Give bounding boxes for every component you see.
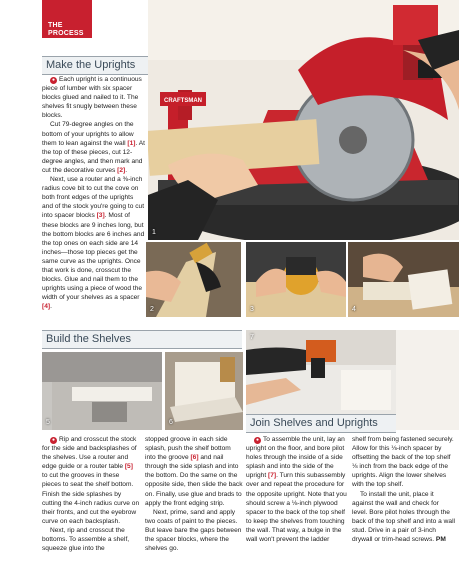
photo-number-6: 6 bbox=[169, 419, 173, 426]
photo-number-5: 5 bbox=[46, 419, 50, 426]
section-heading-shelves bbox=[42, 330, 242, 349]
join-text-col2 bbox=[352, 435, 455, 544]
ref-7: [7] bbox=[268, 472, 277, 480]
shelves-paragraph-1a: Rip and crosscut the stock for the side and backsplashes of the shelves. Use a router and edge guide or a router table bbox=[42, 436, 137, 471]
make-text-block bbox=[42, 75, 145, 311]
spacer-block-illustration bbox=[348, 242, 459, 317]
section-title-shelves: Build the Shelves bbox=[46, 333, 131, 345]
make-paragraph-2a: Cut 79-degree angles on the bottom of your uprights to allow them to lean against the wall bbox=[42, 121, 134, 147]
step-marker-icon: ● bbox=[51, 77, 56, 83]
tag-line1: THE bbox=[48, 22, 63, 29]
make-paragraph-2b: . At the top of these pieces, cut 12-degree angles, and then mark and cut the decorative curves bbox=[42, 139, 145, 174]
section-title-join: Join Shelves and Uprights bbox=[250, 417, 378, 429]
ref-4: [4] bbox=[42, 303, 51, 311]
process-tag bbox=[42, 0, 92, 38]
make-paragraph-3c: . bbox=[50, 303, 52, 311]
step-marker-icon: ● bbox=[51, 437, 56, 443]
section-heading-make bbox=[42, 56, 150, 75]
join-text-col1 bbox=[246, 435, 348, 544]
photo-number-4: 4 bbox=[352, 306, 356, 313]
photo-number-1: 1 bbox=[152, 229, 156, 236]
shelves-paragraph-3b: and nail through the side splash and into the bottom. Do the same on the opposite side, then slide the back on. Finally, use glue and brads to apply the front edging strip. bbox=[145, 454, 243, 507]
shelves-paragraph-3a: stopped groove in each side splash, push the shelf bottom into the groove bbox=[145, 436, 231, 462]
shelves-text-col2 bbox=[145, 435, 243, 553]
photo-number-2: 2 bbox=[150, 306, 154, 313]
section-title-make: Make the Uprights bbox=[46, 59, 136, 71]
step-marker-icon: ● bbox=[255, 437, 260, 443]
shelves-paragraph-4: Next, prime, sand and apply two coats of paint to the pieces. But leave bare the gaps between the spacer blocks, where the shelves go. bbox=[145, 508, 242, 553]
join-paragraph-2: shelf from being fastened securely. Allow for this ⅛-inch spacer by offsetting the back of the top shelf ⅛ inch from the back edge of the uprights. Align the lower shelves with the top shelf. bbox=[352, 436, 454, 489]
ref-6: [6] bbox=[190, 454, 199, 462]
join-paragraph-1b: . Turn this subassembly over and repeat the procedure for the opposite upright. Note that you should screw a ⅛-inch plywood spacer to the back of the top shelf to keep the shelves from touching the wall. That way, a bulge in the wall won't prevent the ladder bbox=[246, 472, 347, 544]
make-paragraph-3a: Next, use a router and a ⅜-inch radius cove bit to cut the cove on both front edges of the uprights and of the stock you're going to cut into spacer blocks bbox=[42, 176, 145, 220]
router-illustration bbox=[246, 242, 346, 317]
make-paragraph-1: Each upright is a continuous piece of lumber with six spacer blocks glued and nailed to it. The shelves fit snugly between these blocks. bbox=[42, 76, 142, 120]
photo-cutting-curve bbox=[146, 242, 241, 317]
ref-2: [2] bbox=[117, 166, 126, 174]
ref-3: [3] bbox=[96, 212, 105, 220]
curve-cutting-illustration bbox=[146, 242, 241, 317]
shelves-text-col1 bbox=[42, 435, 140, 553]
section-heading-join bbox=[246, 414, 396, 433]
photo-miter-saw bbox=[148, 0, 459, 240]
make-paragraph-3b: . Most of these blocks are 9 inches long, but the bottom blocks are 6 inches and the top ones on each side are 14 inches—those top pieces get the same curve as the uprights. Once that work is done, crosscut the blocks. Glue and nail them to the uprights using a piece of wood the width of your shelves as a spacer bbox=[42, 212, 145, 302]
shelf-assembly-illustration bbox=[165, 352, 243, 430]
ref-5: [5] bbox=[124, 463, 133, 471]
shelves-paragraph-1b: to cut the grooves in these pieces to seat the shelf bottom. Finish the side splashes by cutting the 4-inch radius curve on their fronts, and cut the eyebrow curve on each backsplash. bbox=[42, 472, 140, 525]
shelves-paragraph-2: Next, rip and crosscut the bottoms. To assemble a shelf, squeeze glue into the bbox=[42, 526, 130, 553]
photo-number-3: 3 bbox=[250, 306, 254, 313]
photo-router bbox=[246, 242, 346, 317]
join-paragraph-3: To install the unit, place it against the wall and check for level. Bore pilot holes through the back of the top shelf and into a wall stud. Drive in a pair of 3-inch drywall or trim-head screws. bbox=[352, 490, 456, 544]
photo-router-table bbox=[42, 352, 162, 430]
saw-brand-label: CRAFTSMAN bbox=[164, 98, 202, 104]
ref-1: [1] bbox=[127, 139, 136, 147]
photo-spacer-blocks bbox=[348, 242, 459, 317]
end-mark: PM bbox=[435, 536, 446, 544]
make-paragraph-2c: . bbox=[125, 166, 128, 174]
join-paragraph-1a: To assemble the unit, lay an upright on the floor, and bore pilot holes through the inside of a side splash and into the side of the upright bbox=[246, 436, 345, 480]
photo-number-7: 7 bbox=[250, 334, 254, 341]
tag-line2: PROCESS bbox=[48, 30, 84, 37]
router-table-illustration bbox=[42, 352, 162, 430]
miter-saw-illustration bbox=[148, 0, 459, 240]
photo-shelf-assembly bbox=[165, 352, 243, 430]
